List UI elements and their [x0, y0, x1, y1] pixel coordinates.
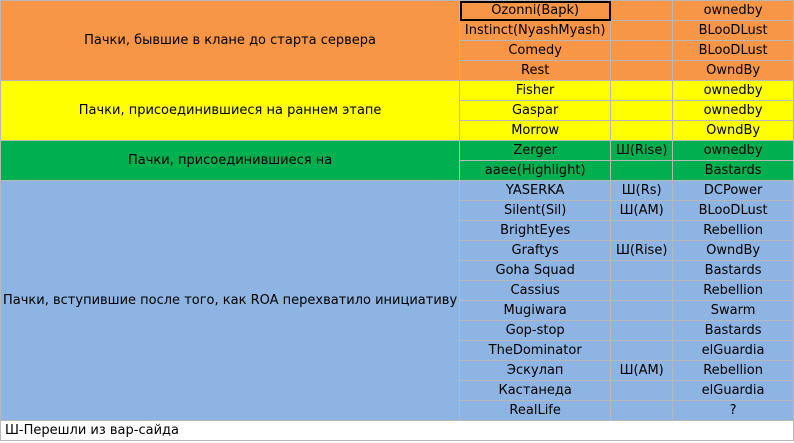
pack-name-cell[interactable]: Кастанеда	[460, 381, 611, 401]
owner-clan-cell[interactable]: Bastards	[673, 261, 794, 281]
owner-clan-cell[interactable]: BLooDLust	[673, 41, 794, 61]
pack-name-cell[interactable]: Gaspar	[460, 101, 611, 121]
owner-clan-cell[interactable]: elGuardia	[673, 341, 794, 361]
owner-clan-cell[interactable]: Bastards	[673, 321, 794, 341]
legend-note[interactable]: Ш-Перешли из вар-сайда	[1, 421, 794, 441]
warside-mark-cell[interactable]	[611, 1, 673, 21]
warside-mark-cell[interactable]	[611, 261, 673, 281]
warside-mark-cell[interactable]	[611, 341, 673, 361]
group-label-cell[interactable]: Пачки, вступившие после того, как ROA перехватило инициативу	[1, 181, 460, 421]
pack-name-cell[interactable]: TheDominator	[460, 341, 611, 361]
warside-mark-cell[interactable]: Ш(Rise)	[611, 241, 673, 261]
owner-clan-cell[interactable]: OwndBy	[673, 61, 794, 81]
owner-clan-cell[interactable]: Bastards	[673, 161, 794, 181]
warside-mark-cell[interactable]	[611, 101, 673, 121]
warside-mark-cell[interactable]: Ш(AM)	[611, 201, 673, 221]
pack-name-cell[interactable]: RealLife	[460, 401, 611, 421]
owner-clan-cell[interactable]: BLooDLust	[673, 201, 794, 221]
group-label-cell[interactable]: Пачки, бывшие в клане до старта сервера	[1, 1, 460, 81]
table-row	[1, 181, 794, 201]
warside-mark-cell[interactable]: Ш(AM)	[611, 361, 673, 381]
pack-name-cell[interactable]: Goha Squad	[460, 261, 611, 281]
pack-name-cell[interactable]: aaee(Highlight)	[460, 161, 611, 181]
pack-name-cell[interactable]: Graftys	[460, 241, 611, 261]
owner-clan-cell[interactable]: BLooDLust	[673, 21, 794, 41]
warside-mark-cell[interactable]	[611, 281, 673, 301]
pack-name-cell[interactable]: Cassius	[460, 281, 611, 301]
warside-mark-cell[interactable]	[611, 301, 673, 321]
owner-clan-cell[interactable]: Rebellion	[673, 281, 794, 301]
warside-mark-cell[interactable]	[611, 61, 673, 81]
owner-clan-cell[interactable]: DCPower	[673, 181, 794, 201]
pack-name-cell[interactable]: Эскулап	[460, 361, 611, 381]
pack-name-cell[interactable]: Fisher	[460, 81, 611, 101]
pack-name-cell[interactable]: Gop-stop	[460, 321, 611, 341]
pack-name-cell[interactable]: Morrow	[460, 121, 611, 141]
owner-clan-cell[interactable]: ownedby	[673, 101, 794, 121]
owner-clan-cell[interactable]: Rebellion	[673, 361, 794, 381]
footer-row	[1, 421, 794, 441]
warside-mark-cell[interactable]	[611, 161, 673, 181]
warside-mark-cell[interactable]	[611, 41, 673, 61]
owner-clan-cell[interactable]: ?	[673, 401, 794, 421]
warside-mark-cell[interactable]	[611, 401, 673, 421]
pack-name-cell[interactable]: Instinct(NyashMyash)	[460, 21, 611, 41]
warside-mark-cell[interactable]	[611, 381, 673, 401]
owner-clan-cell[interactable]: elGuardia	[673, 381, 794, 401]
group-label-cell[interactable]: Пачки, присоединившиеся на раннем этапе	[1, 81, 460, 141]
pack-name-cell[interactable]: Zerger	[460, 141, 611, 161]
owner-clan-cell[interactable]: Swarm	[673, 301, 794, 321]
owner-clan-cell[interactable]: OwndBy	[673, 121, 794, 141]
owner-clan-cell[interactable]: ownedby	[673, 1, 794, 21]
pack-name-cell[interactable]: Silent(Sil)	[460, 201, 611, 221]
warside-mark-cell[interactable]	[611, 21, 673, 41]
pack-name-cell[interactable]: BrightEyes	[460, 221, 611, 241]
warside-mark-cell[interactable]	[611, 81, 673, 101]
group-label-cell[interactable]: Пачки, присоединившиеся на	[1, 141, 460, 181]
pack-name-cell[interactable]: Ozonni(Вapk)	[460, 1, 611, 21]
pack-name-cell[interactable]: YASERKA	[460, 181, 611, 201]
pack-name-cell[interactable]: Mugiwara	[460, 301, 611, 321]
owner-clan-cell[interactable]: ownedby	[673, 141, 794, 161]
pack-name-cell[interactable]: Rest	[460, 61, 611, 81]
owner-clan-cell[interactable]: OwndBy	[673, 241, 794, 261]
warside-mark-cell[interactable]	[611, 121, 673, 141]
table-row	[1, 1, 794, 21]
warside-mark-cell[interactable]	[611, 221, 673, 241]
warside-mark-cell[interactable]: Ш(Rs)	[611, 181, 673, 201]
owner-clan-cell[interactable]: Rebellion	[673, 221, 794, 241]
warside-mark-cell[interactable]	[611, 321, 673, 341]
warside-mark-cell[interactable]: Ш(Rise)	[611, 141, 673, 161]
table-row	[1, 141, 794, 161]
table-row	[1, 81, 794, 101]
owner-clan-cell[interactable]: ownedby	[673, 81, 794, 101]
pack-name-cell[interactable]: Comedy	[460, 41, 611, 61]
